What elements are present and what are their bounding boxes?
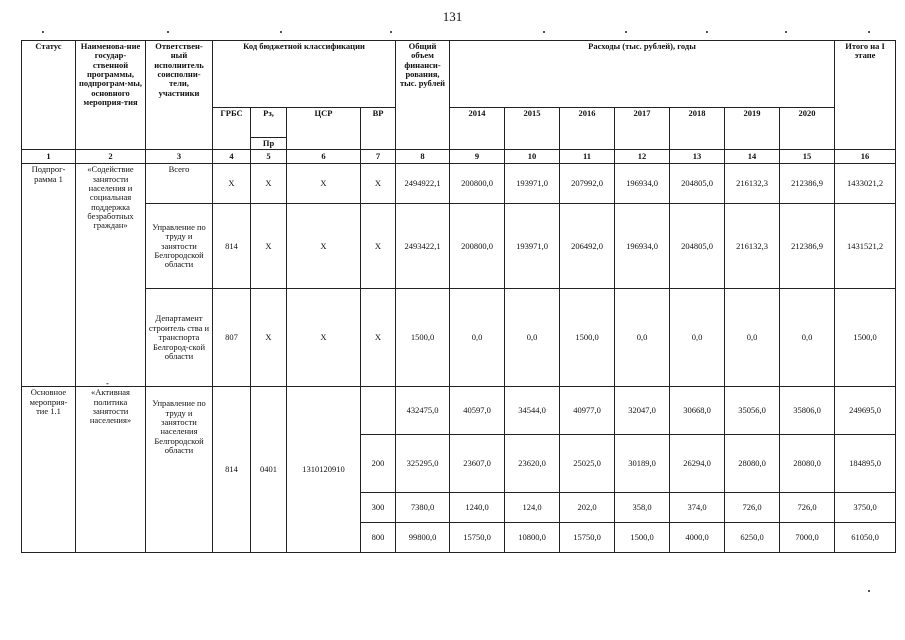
column-number: 13 [670,150,725,164]
grbs-cell: 807 [213,289,251,387]
responsible-cell: Управление по труду и занятости населения Белгородской области [146,387,213,553]
header-pr: Пр [251,138,287,150]
year-value-cell: 212386,9 [780,164,835,204]
csr-cell: X [287,289,361,387]
grbs-cell: 814 [213,387,251,553]
year-value-cell: 193971,0 [505,204,560,289]
budget-table [21,40,896,553]
year-value-cell: 40977,0 [560,387,615,435]
rz-cell: X [251,204,287,289]
column-number: 2 [76,150,146,164]
header-year: 2018 [670,108,725,150]
column-number: 1 [22,150,76,164]
program-name-cell: «Активная политика занятости населения» [76,387,146,553]
year-value-cell: 196934,0 [615,164,670,204]
header-csr: ЦСР [287,108,361,150]
vr-cell [361,387,396,435]
stage-total-cell: 1433021,2 [835,164,896,204]
year-value-cell: 1500,0 [560,289,615,387]
header-total-volume: Общий объем финанси-рования, тыс. рублей [396,41,450,150]
vr-cell: 300 [361,493,396,523]
year-value-cell: 216132,3 [725,164,780,204]
year-value-cell: 202,0 [560,493,615,523]
scan-dot [280,31,282,33]
year-value-cell: 204805,0 [670,204,725,289]
year-value-cell: 196934,0 [615,204,670,289]
column-number: 9 [450,150,505,164]
year-value-cell: 23607,0 [450,435,505,493]
year-value-cell: 26294,0 [670,435,725,493]
year-value-cell: 374,0 [670,493,725,523]
stage-total-cell: 3750,0 [835,493,896,523]
header-year: 2019 [725,108,780,150]
grbs-cell: X [213,164,251,204]
header-name: Наименова-ние государ-ственной программы, подпрограм-мы, основного мероприя-тия [76,41,146,150]
header-year: 2020 [780,108,835,150]
rz-cell: X [251,164,287,204]
table-row [22,164,896,204]
year-value-cell: 0,0 [505,289,560,387]
column-number: 16 [835,150,896,164]
stage-total-cell: 1431521,2 [835,204,896,289]
responsible-cell: Управление по труду и занятости Белгородской области [146,204,213,289]
scan-dot [167,31,169,33]
year-value-cell: 358,0 [615,493,670,523]
vr-cell: X [361,289,396,387]
stage-total-cell: 1500,0 [835,289,896,387]
header-grbs: ГРБС [213,108,251,150]
column-number: 12 [615,150,670,164]
header-rz: Рз, [251,108,287,138]
status-cell: Основное мероприя-тие 1.1 [22,387,76,553]
total-cell: 432475,0 [396,387,450,435]
year-value-cell: 30189,0 [615,435,670,493]
rz-cell: X [251,289,287,387]
year-value-cell: 28080,0 [725,435,780,493]
total-cell: 99800,0 [396,523,450,553]
year-value-cell: 15750,0 [560,523,615,553]
column-number: 6 [287,150,361,164]
year-value-cell: 15750,0 [450,523,505,553]
total-cell: 325295,0 [396,435,450,493]
column-number: 10 [505,150,560,164]
year-value-cell: 25025,0 [560,435,615,493]
responsible-cell: Всего [146,164,213,204]
year-value-cell: 35806,0 [780,387,835,435]
year-value-cell: 216132,3 [725,204,780,289]
responsible-cell: Департамент строитель ства и транспорта Белгород-ской области [146,289,213,387]
column-number: 15 [780,150,835,164]
scan-dot [785,31,787,33]
column-number: 3 [146,150,213,164]
rz-cell: 0401 [251,387,287,553]
column-number: 7 [361,150,396,164]
csr-cell: X [287,204,361,289]
program-name-cell: «Содействие занятости населения и социальная поддержка безработных граждан» [76,164,146,387]
year-value-cell: 207992,0 [560,164,615,204]
year-value-cell: 1500,0 [615,523,670,553]
year-value-cell: 0,0 [670,289,725,387]
header-budget-code: Код бюджетной классификации [213,41,396,108]
csr-cell: X [287,164,361,204]
vr-cell: 200 [361,435,396,493]
year-value-cell: 193971,0 [505,164,560,204]
year-value-cell: 32047,0 [615,387,670,435]
column-number: 5 [251,150,287,164]
year-value-cell: 206492,0 [560,204,615,289]
header-year: 2015 [505,108,560,150]
total-cell: 1500,0 [396,289,450,387]
year-value-cell: 40597,0 [450,387,505,435]
year-value-cell: 1240,0 [450,493,505,523]
year-value-cell: 726,0 [780,493,835,523]
header-row [22,41,896,108]
year-value-cell: 23620,0 [505,435,560,493]
stage-total-cell: 184895,0 [835,435,896,493]
column-number: 4 [213,150,251,164]
csr-cell: 1310120910 [287,387,361,553]
vr-cell: X [361,164,396,204]
stage-total-cell: 249695,0 [835,387,896,435]
scan-dot [390,31,392,33]
scan-dot [543,31,545,33]
stage-total-cell: 61050,0 [835,523,896,553]
year-value-cell: 0,0 [615,289,670,387]
header-expenses: Расходы (тыс. рублей), годы [450,41,835,108]
header-year: 2017 [615,108,670,150]
year-value-cell: 30668,0 [670,387,725,435]
dash-mark: - [106,378,109,388]
total-cell: 2493422,1 [396,204,450,289]
year-value-cell: 200800,0 [450,204,505,289]
year-value-cell: 7000,0 [780,523,835,553]
year-value-cell: 124,0 [505,493,560,523]
table-row [22,289,896,387]
column-number-row [22,150,896,164]
grbs-cell: 814 [213,204,251,289]
year-value-cell: 35056,0 [725,387,780,435]
year-value-cell: 28080,0 [780,435,835,493]
header-status: Статус [22,41,76,150]
header-stage-total: Итого на I этапе [835,41,896,150]
year-value-cell: 34544,0 [505,387,560,435]
year-value-cell: 10800,0 [505,523,560,553]
year-value-cell: 0,0 [725,289,780,387]
year-value-cell: 0,0 [450,289,505,387]
scan-dot [42,31,44,33]
scan-dot [868,31,870,33]
total-cell: 7380,0 [396,493,450,523]
table-row [22,204,896,289]
year-value-cell: 6250,0 [725,523,780,553]
column-number: 14 [725,150,780,164]
year-value-cell: 0,0 [780,289,835,387]
column-number: 8 [396,150,450,164]
status-cell: Подпрог-рамма 1 [22,164,76,387]
vr-cell: 800 [361,523,396,553]
scan-dot [625,31,627,33]
header-year: 2016 [560,108,615,150]
scan-dot [706,31,708,33]
scan-dot [868,590,870,592]
column-number: 11 [560,150,615,164]
vr-cell: X [361,204,396,289]
year-value-cell: 4000,0 [670,523,725,553]
page-number: 131 [442,9,463,24]
year-value-cell: 212386,9 [780,204,835,289]
year-value-cell: 204805,0 [670,164,725,204]
header-vr: ВР [361,108,396,150]
total-cell: 2494922,1 [396,164,450,204]
header-year: 2014 [450,108,505,150]
header-responsible: Ответствен-ный исполнитель соисполни-тели, участники [146,41,213,150]
year-value-cell: 726,0 [725,493,780,523]
year-value-cell: 200800,0 [450,164,505,204]
table-row [22,387,896,435]
